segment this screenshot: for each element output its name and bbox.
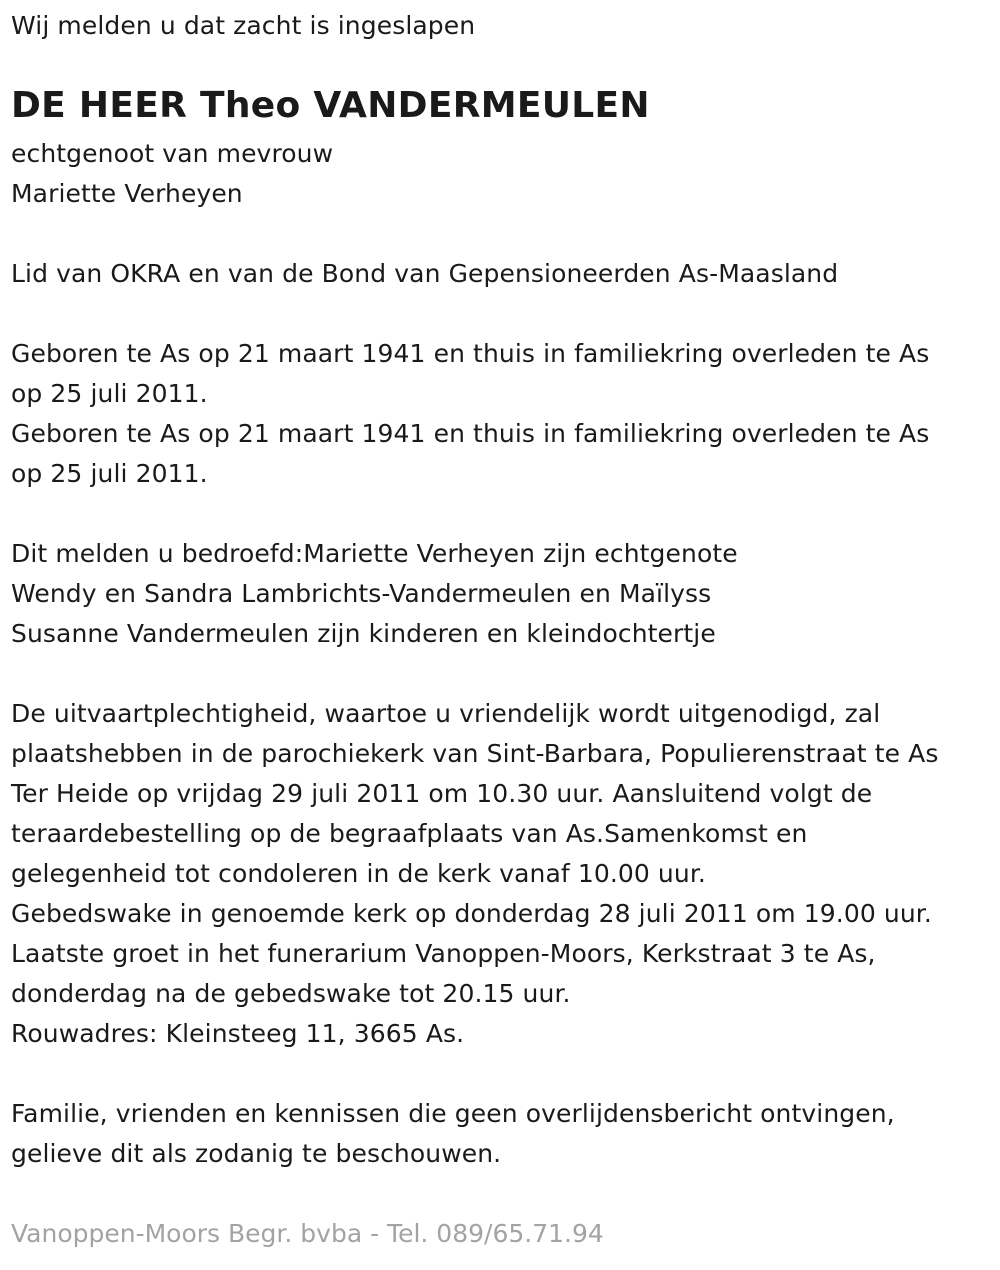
spouse-name: Mariette Verheyen [11, 179, 243, 208]
family-line: Dit melden u bedroefd:Mariette Verheyen zijn echtgenote [11, 539, 738, 568]
family-line: Susanne Vandermeulen zijn kinderen en kleindochtertje [11, 619, 716, 648]
birth-death-line: Geboren te As op 21 maart 1941 en thuis in familiekring overleden te As [11, 339, 930, 368]
funeral-details-section [11, 694, 938, 1054]
funeral-line: De uitvaartplechtigheid, waartoe u vriendelijk wordt uitgenodigd, zal [11, 699, 881, 728]
intro-text: Wij melden u dat zacht is ingeslapen [11, 11, 476, 40]
funeral-line: plaatshebben in de parochiekerk van Sint-Barbara, Populierenstraat te As [11, 739, 939, 768]
closing-line: Familie, vrienden en kennissen die geen overlijdensbericht ontvingen, [11, 1099, 895, 1128]
birth-death-line: op 25 juli 2011. [11, 379, 208, 408]
deceased-name: DE HEER Theo VANDERMEULEN [11, 85, 650, 126]
closing-line: gelieve dit als zodanig te beschouwen. [11, 1139, 502, 1168]
funeral-line: teraardebestelling op de begraafplaats van As.Samenkomst en [11, 819, 808, 848]
mourning-address: Rouwadres: Kleinsteeg 11, 3665 As. [11, 1019, 465, 1048]
membership-section [11, 254, 838, 294]
funeral-line: gelegenheid tot condoleren in de kerk vanaf 10.00 uur. [11, 859, 706, 888]
birth-death-line: Geboren te As op 21 maart 1941 en thuis in familiekring overleden te As [11, 419, 930, 448]
family-line: Wendy en Sandra Lambrichts-Vandermeulen en Maïlyss [11, 579, 712, 608]
last-greeting-line: donderdag na de gebedswake tot 20.15 uur. [11, 979, 571, 1008]
family-section [11, 534, 738, 654]
birth-death-section [11, 334, 929, 494]
spouse-section [11, 134, 333, 214]
membership-text: Lid van OKRA en van de Bond van Gepensioneerden As-Maasland [11, 259, 839, 288]
birth-death-line: op 25 juli 2011. [11, 459, 208, 488]
closing-section [11, 1094, 895, 1174]
funeral-line: Ter Heide op vrijdag 29 juli 2011 om 10.30 uur. Aansluitend volgt de [11, 779, 873, 808]
last-greeting-line: Laatste groet in het funerarium Vanoppen-Moors, Kerkstraat 3 te As, [11, 939, 876, 968]
spouse-line: echtgenoot van mevrouw [11, 139, 334, 168]
wake-line: Gebedswake in genoemde kerk op donderdag 28 juli 2011 om 19.00 uur. [11, 899, 932, 928]
funeral-home-footer: Vanoppen-Moors Begr. bvba - Tel. 089/65.71.94 [11, 1219, 604, 1248]
